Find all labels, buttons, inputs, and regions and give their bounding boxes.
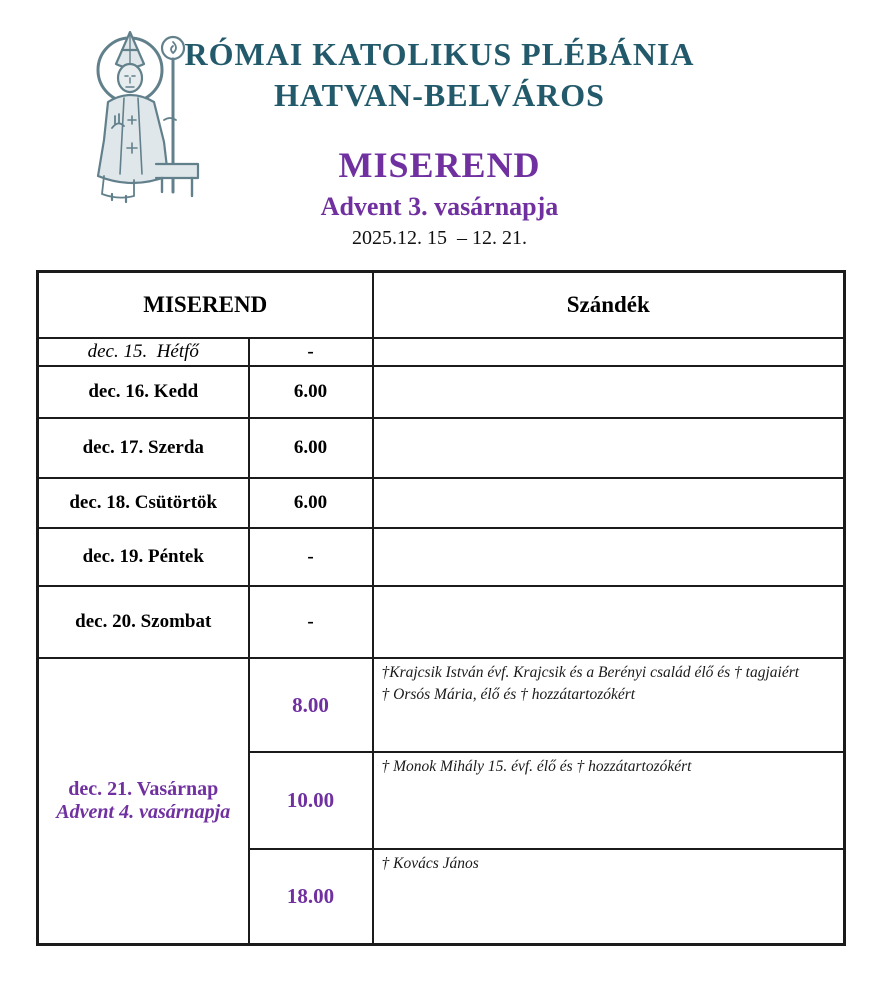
time-cell: - [249,338,373,366]
table-row [38,586,845,658]
table-row [38,478,845,528]
intention-cell [373,752,845,849]
page-title: MISEREND [338,144,541,185]
day-cell: dec. 17. Szerda [38,418,249,478]
time-cell: 10.00 [249,752,373,849]
intention-text-line: †Krajcsik István évf. Krajcsik és a Berényi család élő és † tagjaiért [381,664,800,681]
table-row [38,338,845,366]
table-row [38,418,845,478]
day-cell: dec. 18. Csütörtök [38,478,249,528]
table-header-row [38,272,845,339]
sunday-day-cell [38,658,249,944]
organization-name-line1: RÓMAI KATOLIKUS PLÉBÁNIA [184,36,695,72]
intention-cell [373,418,845,478]
intention-text-line: † Orsós Mária, élő és † hozzátartozókért [381,685,636,703]
intention-cell [373,528,845,586]
column-header-schedule: MISEREND [38,272,373,339]
header [0,0,879,250]
time-cell: 6.00 [249,366,373,418]
time-cell: - [249,528,373,586]
day-cell: dec. 20. Szombat [38,586,249,658]
table-row [38,528,845,586]
time-cell: 8.00 [249,658,373,752]
intention-cell [373,658,845,752]
sunday-date-label: dec. 21. Vasárnap [68,777,219,800]
intention-cell [373,849,845,944]
intention-text-line: † Monok Mihály 15. évf. élő és † hozzátartozókért [381,758,692,775]
day-cell: dec. 15. Hétfő [38,338,249,366]
day-cell: dec. 16. Kedd [38,366,249,418]
page-subtitle: Advent 3. vasárnapja [320,191,559,221]
organization-name-line2: HATVAN-BELVÁROS [274,76,605,113]
intention-cell [373,338,845,366]
intention-cell [373,586,845,658]
time-cell: 6.00 [249,418,373,478]
intention-cell [373,478,845,528]
column-header-intention: Szándék [373,272,845,339]
sunday-row-1 [38,658,845,752]
date-range: 2025.12. 15 – 12. 21. [352,226,527,249]
time-cell: 6.00 [249,478,373,528]
table-row [38,366,845,418]
intention-cell [373,366,845,418]
intention-text-line: † Kovács János [381,855,479,872]
day-cell: dec. 19. Péntek [38,528,249,586]
mass-schedule-table [36,270,846,946]
sunday-feast-label: Advent 4. vasárnapja [56,800,231,823]
time-cell: - [249,586,373,658]
time-cell: 18.00 [249,849,373,944]
